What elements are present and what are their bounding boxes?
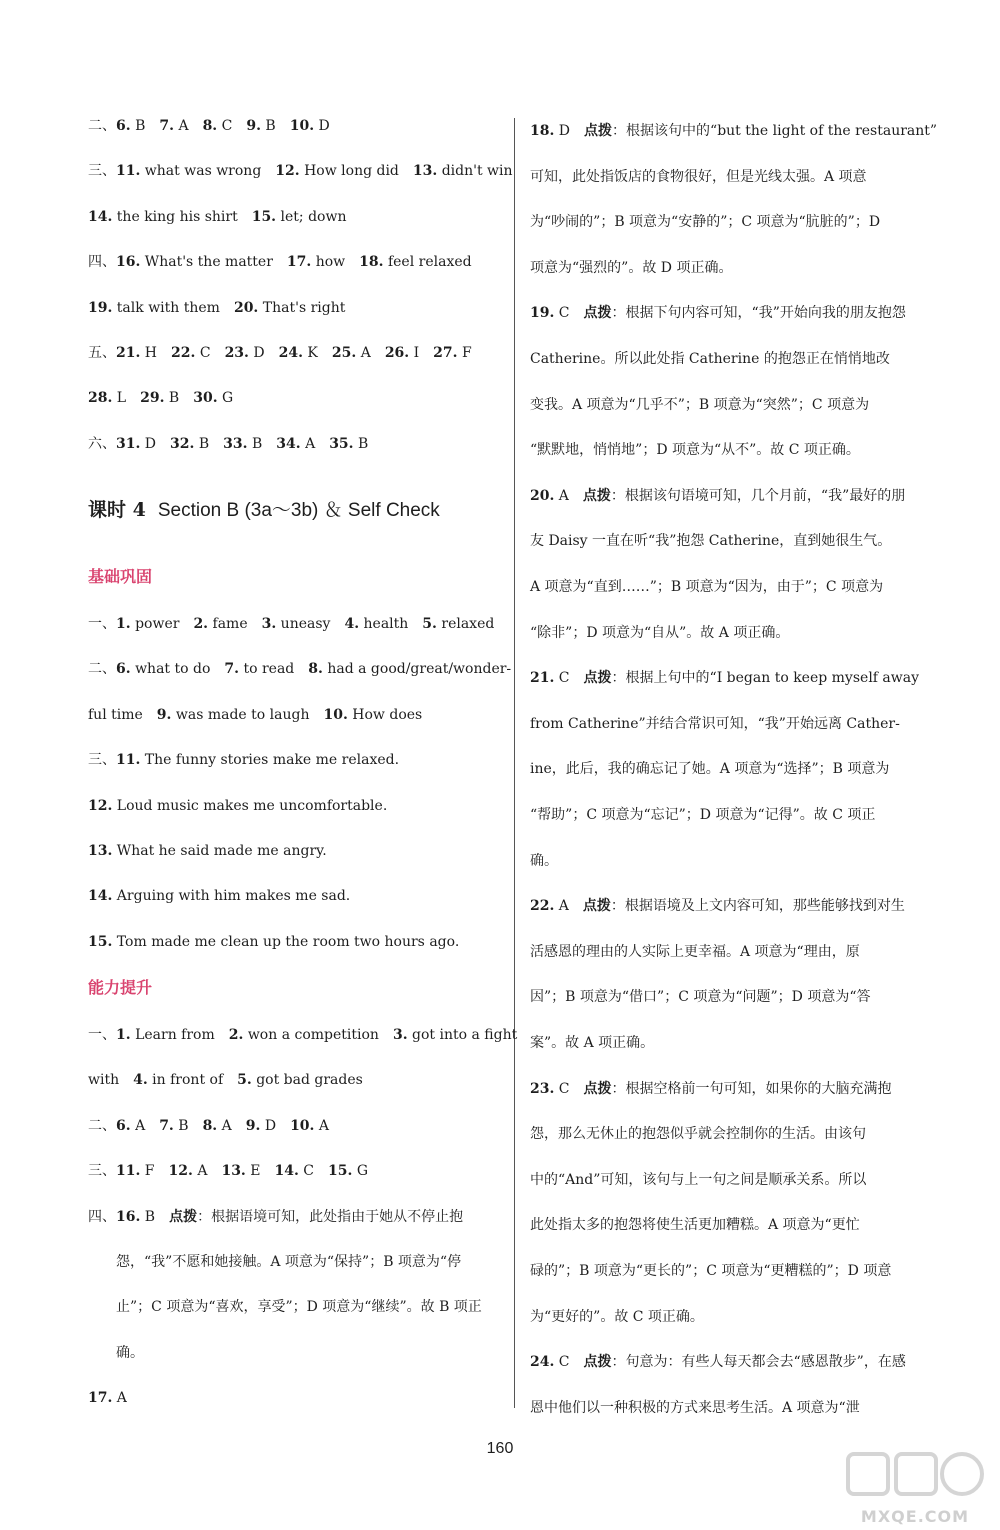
section-heading: 基础巩固: [88, 567, 153, 586]
explanation-line: 友 Daisy 一直在听“我”抱怨 Catherine，直到她很生气。: [530, 533, 892, 550]
answer-line: 六、31. D 32. B 33. B 34. A 35. B: [88, 435, 369, 452]
explanation-line: 为“更好的”。故 C 项正确。: [530, 1308, 704, 1325]
explanation-line: 此处指太多的抱怨将使生活更加糟糕。A 项意为“更忙: [530, 1217, 860, 1234]
explanation-line: Catherine。所以此处指 Catherine 的抱怨正在悄悄地改: [530, 351, 890, 367]
explanation-line: A 项意为“直到……”；B 项意为“因为，由于”；C 项意为: [530, 579, 884, 595]
answer-line: 19. talk with them 20. That's right: [88, 299, 346, 316]
answer-line: ful time 9. was made to laugh 10. How does: [88, 706, 423, 723]
explanation-line: 确。: [530, 852, 558, 869]
watermark-text: MXQE.COM: [860, 1507, 970, 1526]
explanation-line: 活感恩的理由的人实际上更幸福。A 项意为“理由，原: [530, 943, 860, 960]
answer-line: 二、6. B 7. A 8. C 9. B 10. D: [88, 118, 330, 134]
explanation-line: 变我。A 项意为“几乎不”；B 项意为“突然”；C 项意为: [530, 396, 870, 413]
section-heading: 能力提升: [88, 978, 153, 997]
answer-line: 15. Tom made me clean up the room two hours ago.: [88, 933, 460, 950]
answer-line: 五、21. H 22. C 23. D 24. K 25. A 26. I 27. F: [88, 345, 472, 361]
answer-line: 确。: [88, 1344, 144, 1361]
answer-line: 14. Arguing with him makes me sad.: [88, 888, 351, 905]
answer-line: 14. the king his shirt 15. let; down: [88, 208, 347, 225]
explanation-line: from Catherine”并结合常识可知，“我”开始远离 Cather-: [530, 715, 900, 732]
answer-line: 一、1. Learn from 2. won a competition 3. got into a fight: [88, 1027, 518, 1043]
answer-line: with 4. in front of 5. got bad grades: [88, 1072, 363, 1089]
explanation-line: 19. C 点拨：根据下句内容可知，“我”开始向我的朋友抱怨: [530, 305, 906, 322]
answer-line: 怨，“我”不愿和她接触。A 项意为“保持”；B 项意为“停: [88, 1254, 462, 1270]
explanation-line: “帮助”；C 项意为“忘记”；D 项意为“记得”。故 C 项正: [530, 807, 876, 823]
explanation-line: 22. A 点拨：根据语境及上文内容可知，那些能够找到对生: [530, 898, 905, 915]
answer-line: 28. L 29. B 30. G: [88, 390, 234, 407]
explanation-line: 中的“And”可知，该句与上一句之间是顺承关系。所以: [530, 1171, 867, 1188]
answer-line: 三、11. The funny stories make me relaxed.: [88, 752, 400, 769]
lesson-number: 课时 4: [88, 499, 146, 521]
explanation-line: 24. C 点拨：句意为：有些人每天都会去“感恩散步”，在感: [530, 1354, 906, 1371]
answer-line: 13. What he said made me angry.: [88, 843, 327, 859]
answer-line: 一、1. power 2. fame 3. uneasy 4. health 5. relaxed: [88, 616, 495, 632]
answer-line: 四、16. B 点拨：根据语境可知，此处指由于她从不停止抱: [88, 1208, 464, 1225]
explanation-line: 项意为“强烈的”。故 D 项正确。: [530, 259, 733, 276]
watermark-logo: [840, 1446, 990, 1526]
explanation-line: 恩中他们以一种积极的方式来思考生活。A 项意为“泄: [530, 1399, 860, 1416]
explanation-line: 18. D 点拨：根据该句中的“but the light of the restaurant”: [530, 123, 938, 139]
explanation-line: “除非”；D 项意为“自从”。故 A 项正确。: [530, 624, 790, 641]
answer-line: 17. A: [88, 1390, 127, 1407]
answer-line: 止”；C 项意为“喜欢，享受”；D 项意为“继续”。故 B 项正: [88, 1299, 482, 1316]
explanation-line: ine，此后，我的确忘记了她。A 项意为“选择”；B 项意为: [530, 761, 890, 778]
explanation-line: 21. C 点拨：根据上句中的“I began to keep myself away: [530, 670, 920, 687]
answer-line: 三、11. what was wrong 12. How long did 13. didn't win: [88, 163, 513, 180]
explanation-line: 为“吵闹的”；B 项意为“安静的”；C 项意为“肮脏的”；D: [530, 214, 881, 231]
lesson-title: Section B (3a～3b) ＆ Self Check: [157, 500, 440, 521]
explanation-line: 23. C 点拨：根据空格前一句可知，如果你的大脑充满抱: [530, 1080, 892, 1097]
answer-line: 四、16. What's the matter 17. how 18. feel relaxed: [88, 254, 472, 271]
page-number: 160: [486, 1440, 514, 1457]
answer-line: 三、11. F 12. A 13. E 14. C 15. G: [88, 1163, 369, 1180]
answer-line: 二、6. A 7. B 8. A 9. D 10. A: [88, 1117, 329, 1134]
lesson-heading: [88, 495, 440, 522]
explanation-line: 因”；B 项意为“借口”；C 项意为“问题”；D 项意为“答: [530, 989, 871, 1006]
explanation-line: “默默地，悄悄地”；D 项意为“从不”。故 C 项正确。: [530, 442, 860, 459]
answer-line: 12. Loud music makes me uncomfortable.: [88, 797, 388, 814]
explanation-line: 可知，此处指饭店的食物很好，但是光线太强。A 项意: [530, 168, 867, 185]
explanation-line: 怨，那么无休止的抱怨似乎就会控制你的生活。由该句: [530, 1126, 866, 1143]
explanation-line: 案”。故 A 项正确。: [530, 1035, 655, 1051]
explanation-line: 20. A 点拨：根据该句语境可知，几个月前，“我”最好的朋: [530, 487, 906, 504]
explanation-line: 碌的”；B 项意为“更长的”；C 项意为“更糟糕的”；D 项意: [530, 1263, 892, 1279]
answer-line: 二、6. what to do 7. to read 8. had a good/great/wonder-: [88, 661, 512, 678]
column-divider: [514, 118, 515, 1408]
